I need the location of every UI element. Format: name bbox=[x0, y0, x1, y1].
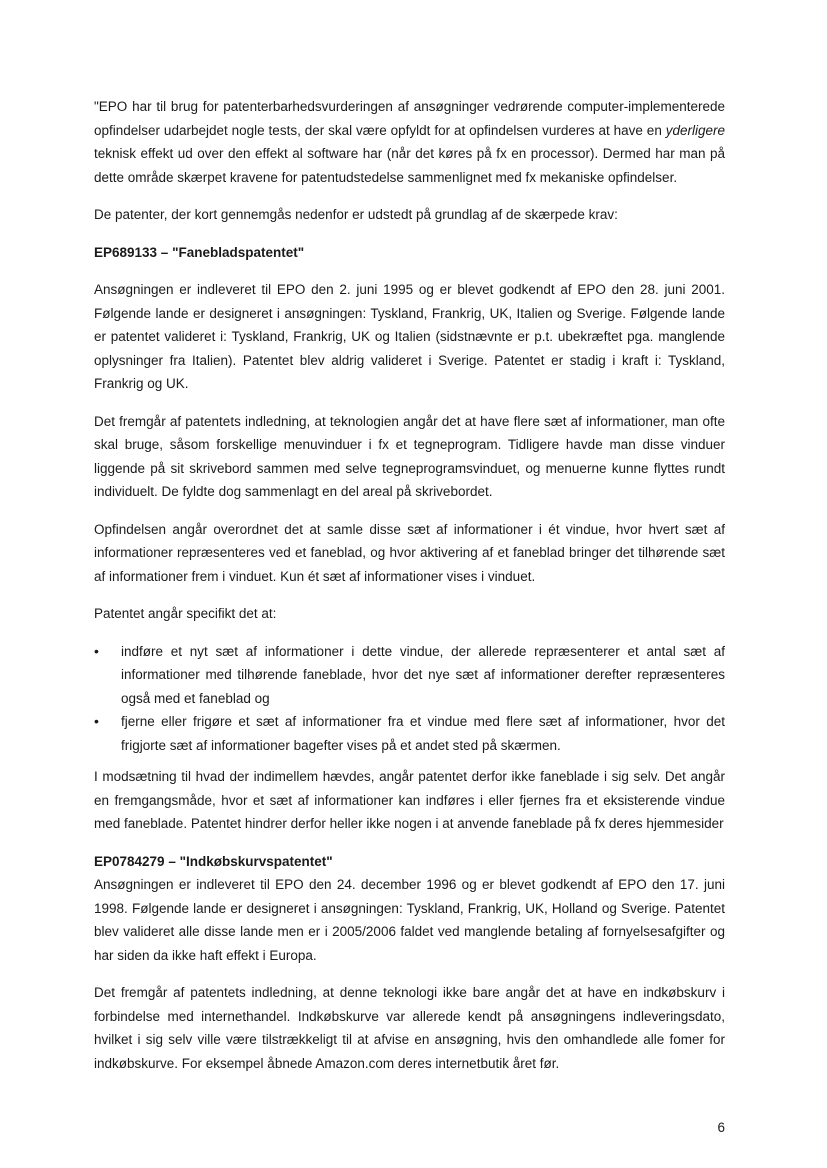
list-item-text: fjerne eller frigøre et sæt af informationer fra et vindue med flere sæt af informationer, hvor det frigjorte sæt af informationer bagefter vises på et andet sted på skærmen. bbox=[121, 714, 725, 753]
paragraph-text: "EPO har til brug for patenterbarhedsvurderingen af ansøgninger vedrørende computer-implementerede opfindelser udarbejdet nogle tests, der skal være opfyldt for at opfindelsen vurderes at have en bbox=[94, 99, 725, 138]
paragraph-background-2: Det fremgår af patentets indledning, at denne teknologi ikke bare angår det at have en indkøbskurv i forbindelse med internethandel. Indkøbskurve var allerede kendt på ansøgningens indleveringsdato, hvilket i sig selv ville være tilstrækkeligt til at afvise en ansøgning, hvis den omhandlede alle fomer for indkøbskurve. For eksempel åbnede Amazon.com deres internetbutik året før. bbox=[94, 985, 725, 1071]
paragraph-text: teknisk effekt ud over den effekt al software har (når det køres på fx en processor). Dermed har man på dette område skærpet kravene for patentudstedelse sammenlignet med fx mekaniske opfindelser. bbox=[94, 146, 725, 185]
list-item bbox=[94, 710, 725, 757]
paragraph-specific-claims: Patentet angår specifikt det at: bbox=[94, 606, 277, 621]
list-item bbox=[94, 640, 725, 711]
paragraph-application-details-2: Ansøgningen er indleveret til EPO den 24. december 1996 og er blevet godkendt af EPO den 17. juni 1998. Følgende lande er designeret i ansøgningen: Tyskland, Frankrig, UK, Holland og Sverige. Patentet blev valideret alle disse lande men er i 2005/2006 faldet ved manglende betaling af fornyelsesafgifter og har siden da ikke haft effekt i Europa. bbox=[94, 877, 725, 963]
paragraph-application-details: Ansøgningen er indleveret til EPO den 2. juni 1995 og er blevet godkendt af EPO den 28. juni 2001. Følgende lande er designeret i ansøgningen: Tyskland, Frankrig, UK, Italien og Sverige. Følgende lande er patentet valideret i: Tyskland, Frankrig, UK og Italien (sidstnævnte er p.t. ubekræftet pga. manglende oplysninger fra Italien). Patentet blev aldrig valideret i Sverige. Patentet er stadig i kraft i: Tyskland, Frankrig og UK. bbox=[94, 282, 725, 391]
emphasis-text: yderligere bbox=[665, 122, 725, 138]
paragraph-invention: Opfindelsen angår overordnet det at samle disse sæt af informationer i ét vindue, hvor hvert sæt af informationer repræsenteres ved et faneblad, og hvor aktivering af et faneblad bringer det tilhørende sæt af informationer frem i vinduet. Kun ét sæt af informationer vises i vinduet. bbox=[94, 521, 725, 584]
heading-fanebladspatentet: EP689133 – "Fanebladspatentet" bbox=[94, 244, 305, 260]
paragraph-contrast: I modsætning til hvad der indimellem hævdes, angår patentet derfor ikke faneblade i sig selv. Det angår en fremgangsmåde, hvor et sæt af informationer kan indføres i eller fjernes fra et eksisterende vindue med faneblade. Patentet hindrer derfor heller ikke nogen i at anvende faneblade på fx deres hjemmesider bbox=[94, 769, 725, 831]
paragraph-epo-tests bbox=[94, 95, 725, 189]
claims-bullet-list bbox=[94, 640, 725, 758]
paragraph-background: Det fremgår af patentets indledning, at teknologien angår det at have flere sæt af informationer, man ofte skal bruge, såsom forskellige menuvinduer i fx et tegneprogram. Tidligere havde man disse vinduer liggende på sit skrivebord sammen med selve tegneprogramsvinduet, og menuerne kunne flyttes rundt individuelt. De fyldte dog sammenlagt en del areal på skrivebordet. bbox=[94, 413, 725, 499]
paragraph-intro-patents: De patenter, der kort gennemgås nedenfor er udstedt på grundlag af de skærpede krav: bbox=[94, 207, 618, 222]
bullet-icon: • bbox=[94, 642, 99, 659]
page-number: 6 bbox=[717, 1120, 725, 1135]
page-content bbox=[94, 95, 725, 1089]
bullet-icon: • bbox=[94, 713, 99, 729]
list-item-text: indføre et nyt sæt af informationer i dette vindue, der allerede repræsenterer et antal sæt af informationer med tilhørende faneblade, hvor det nye sæt af informationer derefter repræsenteres også med et faneblad og bbox=[121, 643, 725, 706]
heading-indkobskurvspatentet: EP0784279 – "Indkøbskurvspatentet" bbox=[94, 853, 333, 869]
